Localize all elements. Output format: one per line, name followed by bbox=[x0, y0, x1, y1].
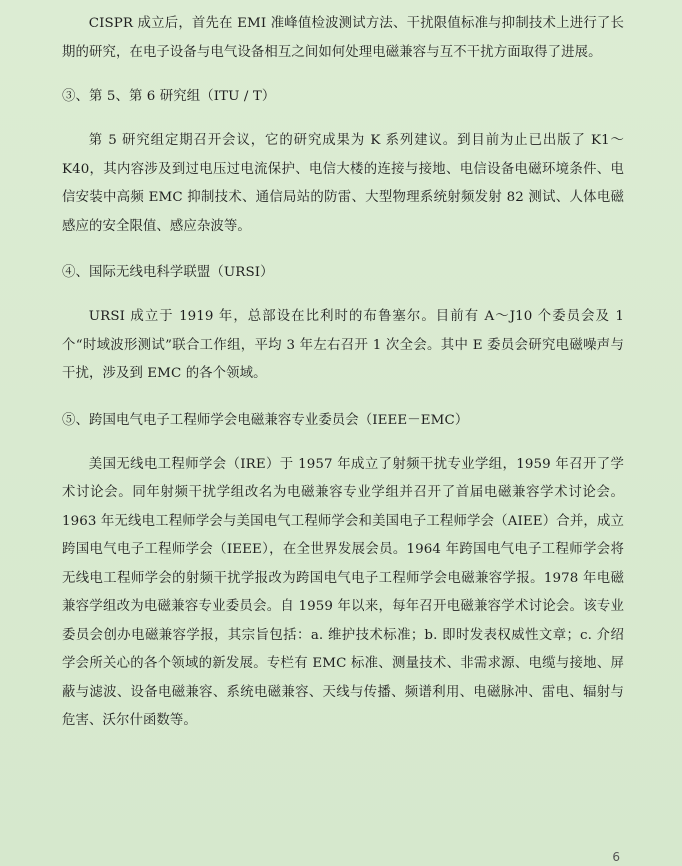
spacer bbox=[62, 287, 624, 303]
spacer bbox=[62, 241, 624, 259]
section-paragraph-ursi: URSI 成立于 1919 年，总部设在比利时的布鲁塞尔。目前有 A～J10 个委员会及 1 个“时域波形测试”联合工作组，平均 3 年左右召开 1 次全会。其中 E 委员会研究电磁噪声与干扰，涉及到 EMC 的各个领域。 bbox=[62, 309, 624, 381]
corner-mark: 6 bbox=[612, 850, 620, 864]
section-paragraph-itu: 第 5 研究组定期召开会议，它的研究成果为 K 系列建议。到目前为止已出版了 K1～K40，其内容涉及到过电压过电流保护、电信大楼的连接与接地、电信设备电磁环境条件、电信安装中高频 EMC 抑制技术、通信局站的防雷、大型物理系统射频发射 82 测试、人体电磁感应的安全限值、感应杂波等。 bbox=[62, 133, 624, 234]
section-heading-ieee-emc: ⑤、跨国电气电子工程师学会电磁兼容专业委员会（IEEE－EMC） bbox=[62, 412, 469, 428]
section-heading-ursi: ④、国际无线电科学联盟（URSI） bbox=[62, 265, 274, 280]
spacer bbox=[62, 67, 624, 83]
section-heading-itu: ③、第 5、第 6 研究组（ITU / T） bbox=[62, 89, 276, 104]
spacer bbox=[62, 111, 624, 127]
intro-paragraph: CISPR 成立后，首先在 EMI 准峰值检波测试方法、干扰限值标准与抑制技术上进行了长期的研究，在电子设备与电气设备相互之间如何处理电磁兼容与互不干扰方面取得了进展。 bbox=[62, 16, 624, 60]
spacer bbox=[62, 435, 624, 451]
section-paragraph-ieee-emc: 美国无线电工程师学会（IRE）于 1957 年成立了射频干扰专业学组，1959 年召开了学术讨论会。同年射频干扰学组改名为电磁兼容专业学组并召开了首届电磁兼容学术讨论会。1963 年无线电工程师学会与美国电气工程师学会和美国电子工程师学会（AIEE）合并，成立跨国电气电子工程师学会（IEEE），在全世界发展会员。1964 年跨国电气电子工程师学会将无线电工程师学会的射频干扰学报改为跨国电气电子工程师学会电磁兼容学报。1978 年电磁兼容学组改为电磁兼容专业委员会。自 1959 年以来，每年召开电磁兼容学术讨论会。该专业委员会创办电磁兼容学报，其宗旨包括：a. 维护技术标准；b. 即时发表权威性文章；c. 介绍学会所关心的各个领域的新发展。专栏有 EMC 标准、测量技术、非需求源、电缆与接地、屏蔽与滤波、设备电磁兼容、系统电磁兼容、天线与传播、频谱利用、电磁脉冲、雷电、辐射与危害、沃尔什函数等。 bbox=[62, 456, 624, 728]
spacer bbox=[62, 389, 624, 407]
